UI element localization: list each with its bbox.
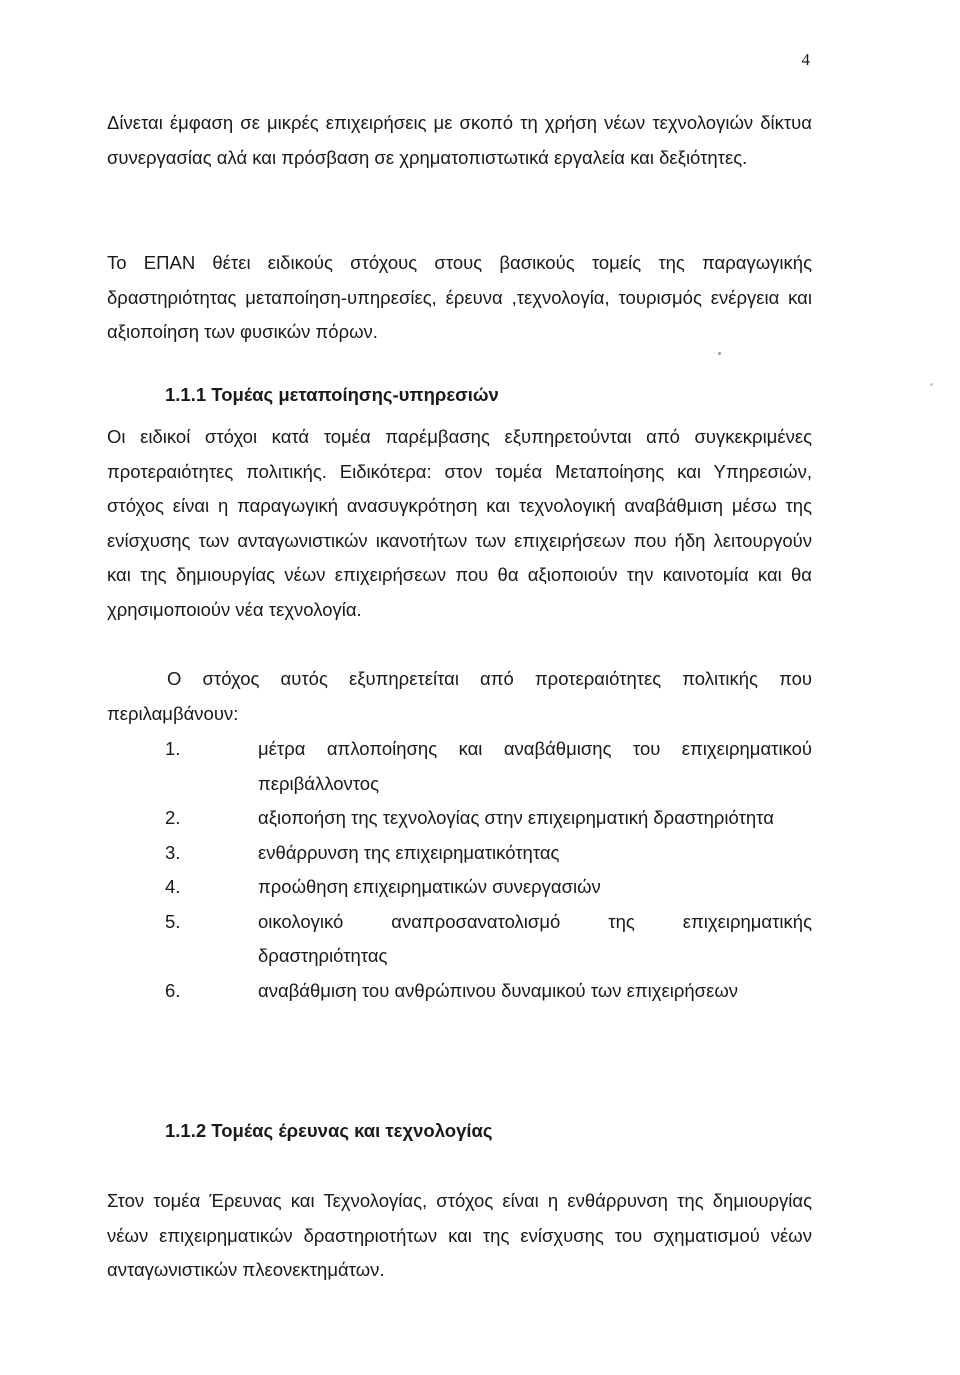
list-item-number: 5. (165, 910, 181, 932)
list-item (107, 836, 812, 871)
section-112-body: Στον τομέα Έρευνας και Τεχνολογίας, στόχος είναι η ενθάρρυνση της δημιουργίας νέων επιχειρηματικών δραστηριοτήτων και της ενίσχυσης του σχηματισμού νέων ανταγωνιστικών πλεονεκτημάτων. (107, 1190, 812, 1280)
list-item (107, 905, 812, 974)
list-item-number: 3. (165, 841, 181, 863)
scan-speck (930, 383, 933, 386)
section-111-heading: 1.1.1 Τομέας μεταποίησης-υπηρεσιών (165, 384, 499, 405)
list-item-text: μέτρα απλοποίησης και αναβάθμισης του επιχειρηματικού περιβάλλοντος (258, 738, 812, 794)
list-item-text: προώθηση επιχειρηματικών συνεργασιών (258, 876, 601, 897)
list-item-number: 4. (165, 876, 181, 897)
epan-paragraph: Το ΕΠΑΝ θέτει ειδικούς στόχους στους βασικούς τομείς της παραγωγικής δραστηριότητας μεταποίηση-υπηρεσίες, έρευνα ,τεχνολογία, τουρισμός ενέργεια και αξιοποίηση των φυσικών πόρων. (107, 252, 812, 342)
intro-paragraph-block (107, 106, 812, 175)
list-item-text: αναβάθμιση του ανθρώπινου δυναμικού των επιχειρήσεων (258, 979, 739, 1001)
list-item-text: οικολογικό αναπροσανατολισμό της επιχειρηματικής δραστηριότητας (258, 910, 812, 966)
scan-speck (718, 352, 721, 355)
section-111-body: Οι ειδικοί στόχοι κατά τομέα παρέμβασης εξυπηρετούνται από συγκεκριμένες προτεραιότητες πολιτικής. Ειδικότερα: στον τομέα Μεταποίησης και Υπηρεσιών, στόχος είναι η παραγωγική ανασυγκρότηση και τεχνολογική αναβάθμιση μέσω της ενίσχυσης των ανταγωνιστικών ικανοτήτων των επιχειρήσεων που ήδη λειτουργούν και της δημιουργίας νέων επιχειρήσεων που θα αξιοποιούν την καινοτομία και θα χρησιμοποιούν νέα τεχνολογία. (107, 426, 812, 620)
list-item (107, 974, 812, 1009)
goal-intro-block (107, 662, 812, 731)
priorities-list (107, 732, 812, 1008)
page-number: 4 (801, 50, 810, 69)
section-112-heading: 1.1.2 Τομέας έρευνας και τεχνολογίας (165, 1120, 493, 1141)
list-item-number: 1. (165, 738, 181, 759)
list-item (107, 801, 812, 836)
list-item-number: 2. (165, 807, 181, 828)
list-item-text: αξιοποήση της τεχνολογίας στην επιχειρηματική δραστηριότητα (258, 807, 774, 828)
section-111-body-block (107, 420, 812, 627)
intro-paragraph: Δίνεται έμφαση σε μικρές επιχειρήσεις με σκοπό τη χρήση νέων τεχνολογιών δίκτυα συνεργασίας αλά και πρόσβαση σε χρηματοπιστωτικά εργαλεία και δεξιότητες. (107, 112, 812, 168)
list-item-text: ενθάρρυνση της επιχειρηματικότητας (258, 841, 560, 863)
list-item-number: 6. (165, 979, 181, 1001)
section-112-body-block (107, 1184, 812, 1288)
list-item (107, 870, 812, 905)
goal-intro: Ο στόχος αυτός εξυπηρετείται από προτεραιότητες πολιτικής που περιλαμβάνουν: (107, 668, 812, 724)
epan-paragraph-block (107, 246, 812, 350)
list-item (107, 732, 812, 801)
